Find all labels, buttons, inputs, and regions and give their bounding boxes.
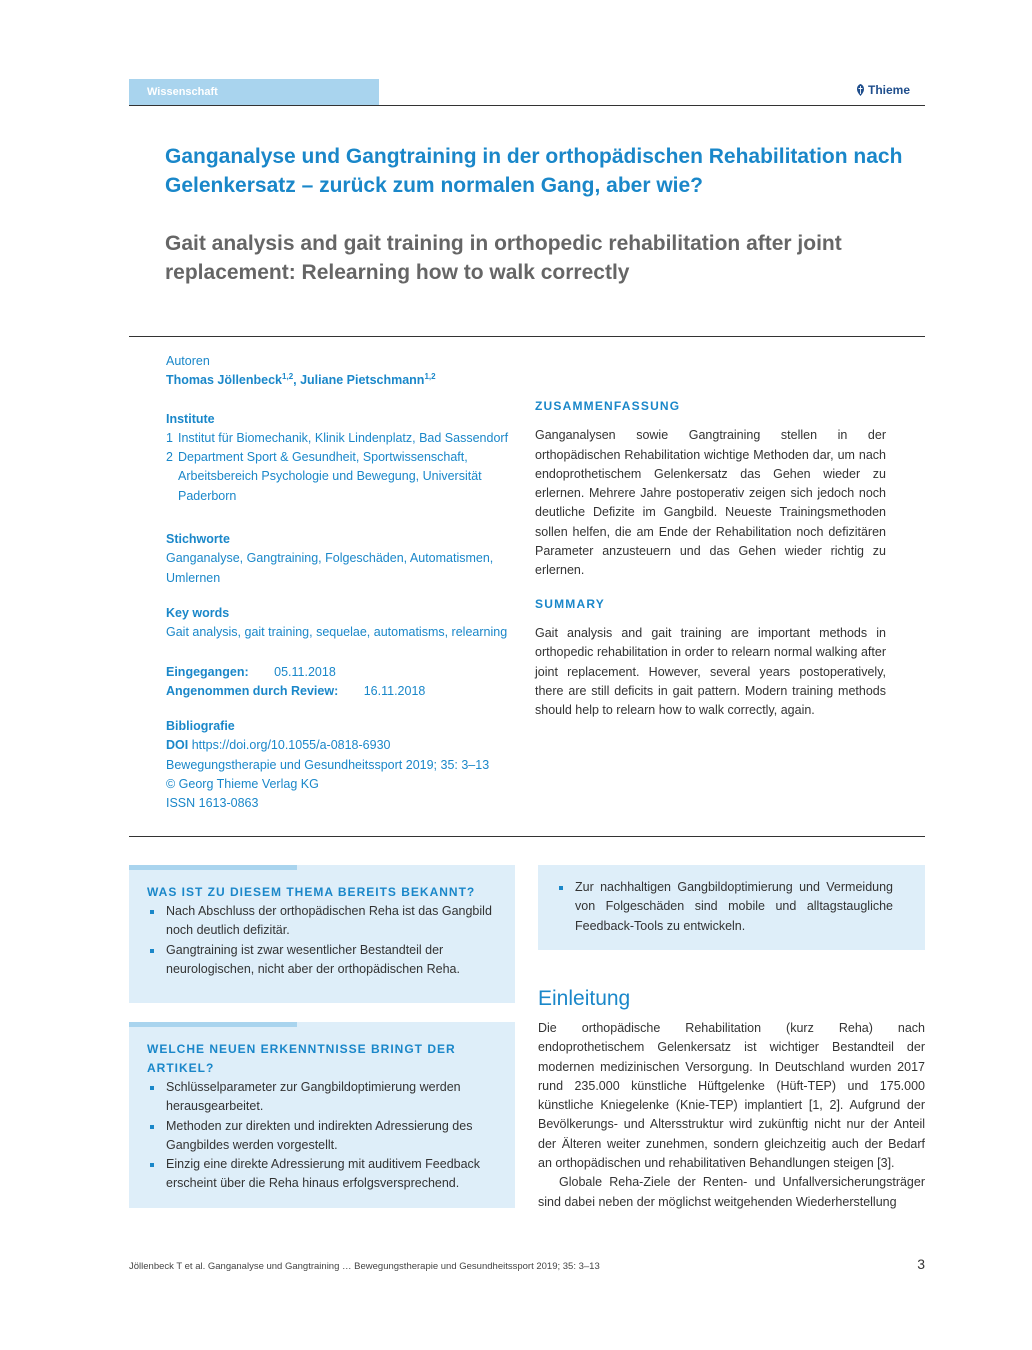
accepted-label: Angenommen durch Review:: [166, 683, 339, 698]
list-item: Einzig eine direkte Adressierung mit auditivem Feedback erscheint über die Reha hinaus erfolgsversprechend.: [147, 1155, 497, 1194]
keywords-text: Gait analysis, gait training, sequelae, automatisms, relearning: [166, 625, 508, 640]
divider-top: [129, 336, 925, 337]
box-accent-bar: [129, 1022, 297, 1027]
meta-column: [166, 352, 526, 814]
box-heading: WELCHE NEUEN ERKENNTNISSE BRINGT DER ARTIKEL?: [147, 1042, 456, 1075]
copyright: © Georg Thieme Verlag KG: [166, 777, 319, 792]
new-findings-box: [129, 1022, 515, 1208]
institutes-heading: Institute: [166, 411, 215, 426]
thieme-emblem-icon: [856, 84, 865, 96]
authors-heading: Autoren: [166, 354, 210, 368]
list-item: Methoden zur direkten und indirekten Adressierung des Gangbildes werden vorgestellt.: [147, 1117, 497, 1156]
received-date: 05.11.2018: [274, 664, 336, 679]
summary-heading: SUMMARY: [535, 596, 605, 611]
stichworte-heading: Stichworte: [166, 532, 230, 547]
biblio-heading: Bibliografie: [166, 719, 235, 734]
author-affiliation: 1,2: [424, 372, 436, 382]
accepted-line: [166, 682, 526, 701]
author-separator: ,: [293, 373, 301, 388]
known-facts-box: [129, 865, 515, 1003]
list-item: Zur nachhaltigen Gangbildoptimierung und Vermeidung von Folgeschäden sind mobile und alltagstaugliche Feedback-Tools zu entwickeln.: [556, 878, 893, 936]
keywords-heading: Key words: [166, 605, 230, 620]
stichworte-text: Ganganalyse, Gangtraining, Folgeschäden, Automatismen, Umlernen: [166, 551, 494, 585]
section-tag: Wissenschaft: [129, 79, 379, 105]
paragraph: Die orthopädische Rehabilitation (kurz Reha) nach endoprothetischem Gelenkersatz ist wichtiger Bestandteil der modernen medizinischen Versorgung. In Deutschland wurden 2017 rund 235.000 künstliche Hüftgelenke (Hüft-TEP) und 175.000 künstliche Kniegelenke (Knie-TEP) implantiert [1, 2]. Aufgrund der Bevölkerungs- und Altersstruktur wird zukünftig nicht nur der Anteil der Älteren weiter zunehmen, sondern gleichzeitig auch der Bedarf an orthopädischen und rehabilitativen Behandlungen steigen [3].: [538, 1021, 925, 1171]
title-english: Gait analysis and gait training in orthopedic rehabilitation after joint replacement: Relearning how to walk correctly: [165, 232, 842, 284]
section-heading-einleitung: Einleitung: [538, 987, 631, 1010]
page-number: 3: [917, 1256, 925, 1272]
title-german: Ganganalyse und Gangtraining in der orthopädischen Rehabilitation nach Gelenkersatz – zurück zum normalen Gang, aber wie?: [165, 145, 903, 197]
list-item: Gangtraining ist zwar wesentlicher Bestandteil der neurologischen, nicht aber der orthopädischen Reha.: [147, 941, 497, 980]
authors-line: [166, 371, 526, 390]
issn: ISSN 1613-0863: [166, 796, 259, 811]
summary-text: Gait analysis and gait training are important methods in orthopedic rehabilitation in order to relearn normal walking after joint replacement. However, several years postoperatively, there are still deficits in gait pattern. Modern training methods should help to relearn how to walk correctly, again.: [535, 625, 886, 718]
accepted-date: 16.11.2018: [363, 683, 426, 698]
publisher-name: Thieme: [867, 83, 910, 97]
box-heading: WAS IST ZU DIESEM THEMA BEREITS BEKANNT?: [147, 885, 476, 899]
paragraph: Globale Reha-Ziele der Renten- und Unfallversicherungsträger sind dabei neben der möglichst weitgehenden Wiederherstellung: [538, 1175, 925, 1209]
author-name: Thomas Jöllenbeck: [166, 373, 283, 388]
author-affiliation: 1,2: [282, 372, 294, 382]
doi-link[interactable]: https://doi.org/10.1055/a-0818-6930: [191, 738, 391, 753]
list-item: Nach Abschluss der orthopädischen Reha ist das Gangbild noch deutlich defizitär.: [147, 902, 497, 941]
publisher-logo: [856, 83, 910, 97]
list-item: Schlüsselparameter zur Gangbildoptimierung werden herausgearbeitet.: [147, 1078, 497, 1117]
header-rule: [129, 105, 925, 106]
box-list: [556, 878, 893, 936]
recommendation-box: [538, 865, 925, 950]
journal-citation: Bewegungstherapie und Gesundheitssport 2019; 35: 3–13: [166, 757, 490, 772]
footer-citation: Jöllenbeck T et al. Ganganalyse und Gangtraining … Bewegungstherapie und Gesundheitssport 2019; 35: 3–13: [129, 1261, 600, 1272]
introduction-text: [538, 1019, 925, 1212]
abstract-column: [535, 397, 886, 720]
box-accent-bar: [129, 865, 297, 870]
box-list: [147, 1078, 497, 1194]
zusammenfassung-text: Ganganalysen sowie Gangtraining stellen in der orthopädischen Rehabilitation wichtige Methoden dar, um nach endoprothetischem Gelenkersatz das Gehen wieder zu erlernen. Mehrere Jahre postoperativ zeigen sich jedoch noch deutliche Defizite im Gangbild. Neueste Trainingsmethoden sollen helfen, die am Ende der Rehabilitation noch defizitären Parameter anzusteuern und das Gehen wieder richtig zu erlernen.: [535, 428, 886, 578]
received-line: [166, 663, 526, 682]
institute-item: [166, 429, 526, 448]
divider-bottom: [129, 836, 925, 837]
institute-item: [166, 448, 526, 506]
received-label: Eingegangen:: [166, 664, 249, 679]
doi-label: DOI: [166, 738, 189, 753]
institute-text: Institut für Biomechanik, Klinik Lindenplatz, Bad Sassendorf: [178, 430, 509, 445]
institute-number: 2: [166, 450, 173, 465]
doi-line: [166, 736, 526, 755]
institute-number: 1: [166, 430, 173, 445]
box-list: [147, 902, 497, 979]
author-name: Juliane Pietschmann: [300, 373, 425, 388]
institute-text: Department Sport & Gesundheit, Sportwissenschaft, Arbeitsbereich Psychologie und Bewegung, Universität Paderborn: [178, 450, 482, 503]
zusammenfassung-heading: ZUSAMMENFASSUNG: [535, 399, 681, 413]
